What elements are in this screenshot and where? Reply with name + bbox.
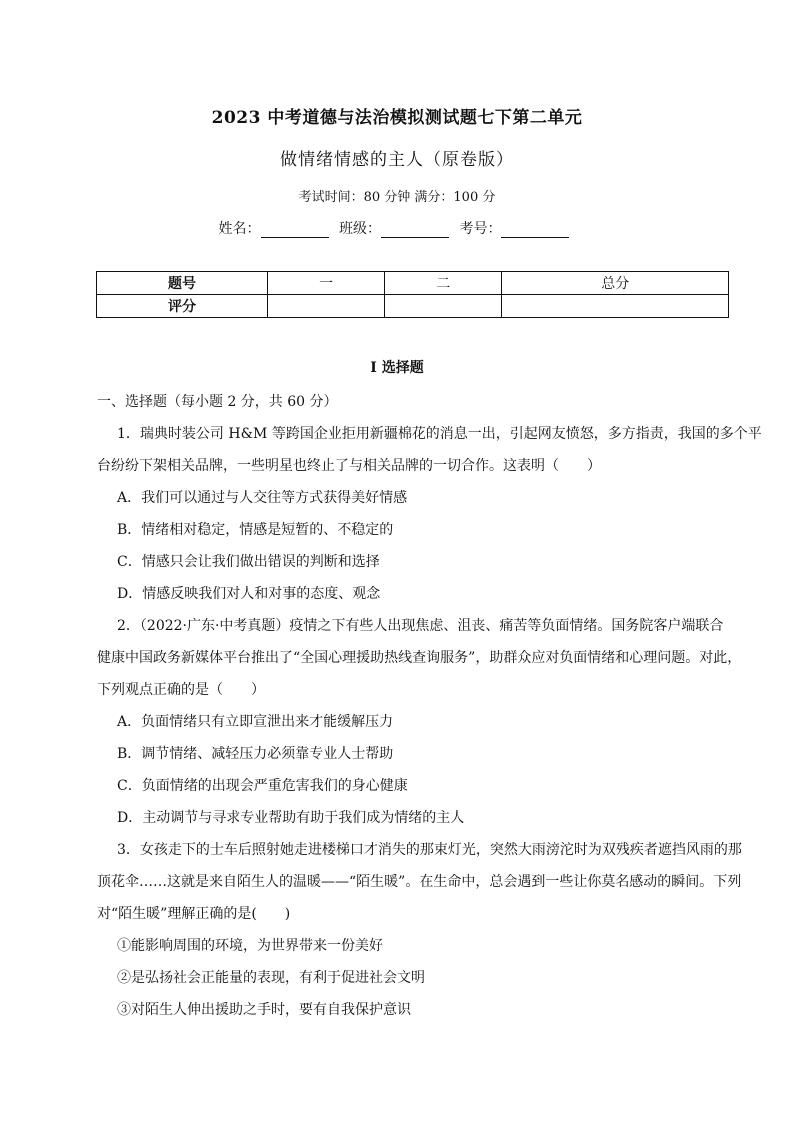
question-1 [97, 418, 762, 610]
class-label: 班级： [339, 221, 381, 237]
score-table-score-row [97, 295, 729, 318]
number-blank [501, 222, 569, 238]
question-stem-line: 2．（2022·广东·中考真题）疫情之下有些人出现焦虑、沮丧、痛苦等负面情绪。国务院客户端联合 [117, 618, 724, 634]
score-table-header-cell: 题号 [97, 272, 268, 295]
score-table-header-cell: 二 [385, 272, 502, 295]
score-cell [385, 295, 502, 318]
exam-info: 考试时间：80 分钟 满分：100 分 [298, 190, 496, 205]
option-d: D．情感反映我们对人和对事的态度、观念 [117, 586, 381, 602]
option-a: A．负面情绪只有立即宣泄出来才能缓解压力 [117, 714, 394, 730]
question-stem-line: 顶花伞……这就是来自陌生人的温暖——“陌生暖”。在生命中，总会遇到一些让你莫名感动的瞬间。下列 [97, 874, 742, 890]
score-table-header-row [97, 272, 729, 295]
option-a: A．我们可以通过与人交往等方式获得美好情感 [117, 490, 408, 506]
title-line-1: 2023 中考道德与法治模拟测试题七下第二单元 [211, 108, 583, 128]
section-instruction: 一、选择题（每小题 2 分，共 60 分） [97, 394, 338, 410]
name-blank [261, 222, 329, 238]
statement-3: ③对陌生人伸出援助之手时，要有自我保护意识 [117, 1002, 411, 1018]
question-stem-line: 3．女孩走下的士车后照射她走进楼梯口才消失的那束灯光，突然大雨滂沱时为双残疾者遮挡风雨的那 [117, 842, 742, 858]
score-table-header-cell: 总分 [502, 272, 729, 295]
score-table-header-cell: 一 [268, 272, 385, 295]
question-stem-line: 台纷纷下架相关品牌，一些明星也终止了与相关品牌的一切合作。这表明（ ） [97, 458, 601, 474]
question-stem-line: 下列观点正确的是（ ） [97, 682, 265, 698]
title-line-2: 做情绪情感的主人（原卷版） [280, 150, 514, 170]
option-d: D．主动调节与寻求专业帮助有助于我们成为情绪的主人 [117, 810, 465, 826]
question-3 [97, 834, 742, 1026]
name-label: 姓名： [218, 221, 261, 237]
option-b: B．情绪相对稳定，情感是短暂的、不稳定的 [117, 522, 394, 538]
score-cell [268, 295, 385, 318]
question-stem-line: 1．瑞典时装公司 H&M 等跨国企业拒用新疆棉花的消息一出，引起网友愤怒，多方指责，我国的多个平 [117, 426, 762, 442]
statement-1: ①能影响周围的环境，为世界带来一份美好 [117, 938, 383, 954]
option-c: C．情感只会让我们做出错误的判断和选择 [117, 554, 380, 570]
score-row-label: 评分 [97, 295, 268, 318]
student-info-line [0, 218, 794, 238]
score-table [96, 271, 729, 318]
section-title: I 选择题 [370, 360, 424, 376]
number-label: 考号： [459, 221, 502, 237]
class-blank [381, 222, 449, 238]
question-stem-line: 健康中国政务新媒体平台推出了“全国心理援助热线查询服务”，助群众应对负面情绪和心理问题。对此， [97, 650, 742, 666]
option-c: C．负面情绪的出现会严重危害我们的身心健康 [117, 778, 408, 794]
question-2 [97, 610, 742, 834]
statement-2: ②是弘扬社会正能量的表现，有利于促进社会文明 [117, 970, 425, 986]
score-cell [502, 295, 729, 318]
option-b: B．调节情绪、减轻压力必须靠专业人士帮助 [117, 746, 394, 762]
question-stem-line: 对“陌生暖”理解正确的是( ) [97, 906, 291, 922]
question-content [97, 386, 762, 1026]
